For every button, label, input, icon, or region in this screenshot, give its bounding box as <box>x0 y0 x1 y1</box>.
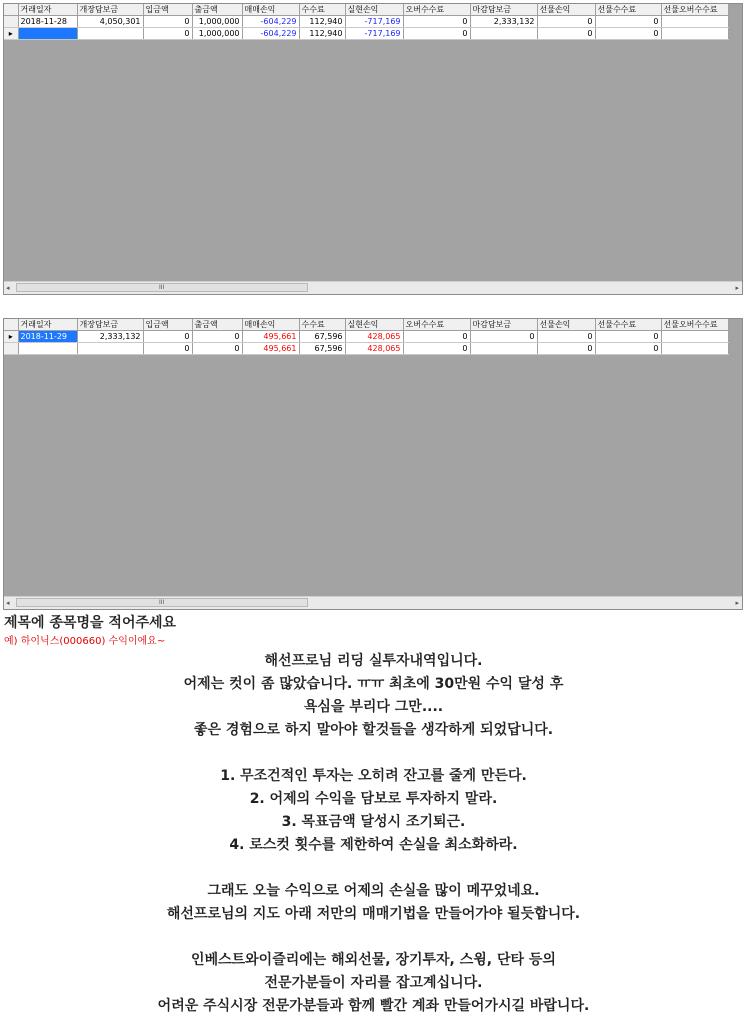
col-header-open-margin[interactable]: 개장담보금 <box>77 4 143 16</box>
table-row-total[interactable] <box>4 343 728 355</box>
cell-date[interactable]: 2018-11-28 <box>18 16 77 28</box>
post-line: 인베스트와이즐리에는 해외선물, 장기투자, 스윙, 단타 등의 <box>191 952 556 968</box>
post-line: 욕심을 부리다 그만.... <box>303 699 444 715</box>
trade-grid-1[interactable] <box>3 3 743 295</box>
scroll-grip: III <box>159 599 165 606</box>
col-header-close-margin[interactable]: 마감담보금 <box>470 319 537 331</box>
cell-withdrawal[interactable]: 0 <box>192 331 242 343</box>
cell-fee[interactable]: 67,596 <box>299 343 345 355</box>
col-header-fee[interactable]: 수수료 <box>299 319 345 331</box>
cell-close-margin[interactable]: 2,333,132 <box>470 16 537 28</box>
row-indicator-header <box>4 4 18 16</box>
post-line: 어제는 컷이 좀 많았습니다. ㅠㅠ 최초에 30만원 수익 달성 후 <box>183 676 564 692</box>
cell-date-selected[interactable]: 2018-11-29 <box>18 331 77 343</box>
cell-fut-fee[interactable]: 0 <box>595 16 661 28</box>
cell-close-margin[interactable]: 0 <box>470 331 537 343</box>
cell-fut-overnight[interactable] <box>661 331 728 343</box>
title-hint: 제목에 종목명을 적어주세요 <box>4 615 177 631</box>
cell-open-margin[interactable] <box>77 343 143 355</box>
col-header-fut-overnight[interactable]: 선물오버수수료 <box>661 319 728 331</box>
cell-fut-pnl[interactable]: 0 <box>537 16 595 28</box>
scroll-left-arrow-icon[interactable]: ◂ <box>6 284 10 292</box>
col-header-date[interactable]: 거래일자 <box>18 4 77 16</box>
row-indicator-arrow-icon[interactable]: ▸ <box>4 28 18 40</box>
cell-realized[interactable]: 428,065 <box>345 343 403 355</box>
post-line: 전문가분들이 자리를 잡고계십니다. <box>264 975 483 991</box>
cell-fut-fee[interactable]: 0 <box>595 331 661 343</box>
col-header-overnight-fee[interactable]: 오버수수료 <box>403 319 470 331</box>
cell-overnight-fee[interactable]: 0 <box>403 16 470 28</box>
post-blank-line <box>0 857 747 880</box>
cell-fut-pnl[interactable]: 0 <box>537 28 595 40</box>
scroll-right-arrow-icon[interactable]: ▸ <box>735 284 739 292</box>
example-hint: 예) 하이닉스(000660) 수익이에요~ <box>4 636 166 647</box>
col-header-overnight-fee[interactable]: 오버수수료 <box>403 4 470 16</box>
col-header-fut-overnight[interactable]: 선물오버수수료 <box>661 4 728 16</box>
col-header-realized[interactable]: 실현손익 <box>345 319 403 331</box>
post-line: 어려운 주식시장 전문가분들과 함께 빨간 계좌 만들어가시길 바랍니다. <box>157 998 590 1014</box>
row-indicator-header <box>4 319 18 331</box>
horizontal-scrollbar[interactable] <box>4 281 742 294</box>
horizontal-scrollbar[interactable] <box>4 596 742 609</box>
cell-realized[interactable]: -717,169 <box>345 28 403 40</box>
scroll-left-arrow-icon[interactable]: ◂ <box>6 599 10 607</box>
cell-overnight-fee[interactable]: 0 <box>403 28 470 40</box>
cell-fut-overnight[interactable] <box>661 28 728 40</box>
cell-deposit[interactable]: 0 <box>143 16 192 28</box>
scroll-grip: III <box>159 284 165 291</box>
cell-withdrawal[interactable]: 1,000,000 <box>192 28 242 40</box>
cell-open-margin[interactable]: 4,050,301 <box>77 16 143 28</box>
table-row[interactable] <box>4 331 728 343</box>
post-blank-line <box>0 742 747 765</box>
col-header-withdrawal[interactable]: 출금액 <box>192 319 242 331</box>
cell-fut-pnl[interactable]: 0 <box>537 343 595 355</box>
cell-fee[interactable]: 112,940 <box>299 28 345 40</box>
col-header-fut-pnl[interactable]: 선물손익 <box>537 4 595 16</box>
table-row[interactable] <box>4 16 728 28</box>
cell-fut-fee[interactable]: 0 <box>595 28 661 40</box>
col-header-deposit[interactable]: 입금액 <box>143 319 192 331</box>
cell-trade-pnl[interactable]: -604,229 <box>242 16 299 28</box>
row-indicator[interactable] <box>4 16 18 28</box>
cell-fee[interactable]: 67,596 <box>299 331 345 343</box>
cell-date[interactable] <box>18 343 77 355</box>
col-header-fut-pnl[interactable]: 선물손익 <box>537 319 595 331</box>
cell-trade-pnl[interactable]: 495,661 <box>242 343 299 355</box>
trade-table-2 <box>4 319 729 355</box>
post-line: 그래도 오늘 수익으로 어제의 손실을 많이 메꾸었네요. <box>207 883 540 899</box>
post-line: 4. 로스컷 횟수를 제한하여 손실을 최소화하라. <box>229 837 518 853</box>
col-header-withdrawal[interactable]: 출금액 <box>192 4 242 16</box>
trade-grid-2[interactable] <box>3 318 743 610</box>
col-header-open-margin[interactable]: 개장담보금 <box>77 319 143 331</box>
post-body <box>0 650 747 1018</box>
cell-date-selected[interactable] <box>18 28 77 40</box>
cell-fee[interactable]: 112,940 <box>299 16 345 28</box>
cell-fut-pnl[interactable]: 0 <box>537 331 595 343</box>
col-header-realized[interactable]: 실현손익 <box>345 4 403 16</box>
cell-trade-pnl[interactable]: -604,229 <box>242 28 299 40</box>
cell-open-margin[interactable] <box>77 28 143 40</box>
table-header-row <box>4 319 728 331</box>
cell-fut-overnight[interactable] <box>661 16 728 28</box>
cell-deposit[interactable]: 0 <box>143 343 192 355</box>
col-header-date[interactable]: 거래일자 <box>18 319 77 331</box>
post-blank-line <box>0 926 747 949</box>
cell-fut-overnight[interactable] <box>661 343 728 355</box>
row-indicator[interactable] <box>4 343 18 355</box>
post-line: 1. 무조건적인 투자는 오히려 잔고를 줄게 만든다. <box>220 768 527 784</box>
col-header-deposit[interactable]: 입금액 <box>143 4 192 16</box>
table-header-row <box>4 4 728 16</box>
cell-close-margin[interactable] <box>470 343 537 355</box>
post-line: 3. 목표금액 달성시 조기퇴근. <box>281 814 466 830</box>
cell-close-margin[interactable] <box>470 28 537 40</box>
col-header-trade-pnl[interactable]: 매매손익 <box>242 319 299 331</box>
col-header-fut-fee[interactable]: 선물수수료 <box>595 4 661 16</box>
cell-overnight-fee[interactable]: 0 <box>403 331 470 343</box>
post-line: 2. 어제의 수익을 담보로 투자하지 말라. <box>249 791 498 807</box>
cell-deposit[interactable]: 0 <box>143 28 192 40</box>
col-header-trade-pnl[interactable]: 매매손익 <box>242 4 299 16</box>
col-header-close-margin[interactable]: 마감담보금 <box>470 4 537 16</box>
scroll-right-arrow-icon[interactable]: ▸ <box>735 599 739 607</box>
cell-realized[interactable]: -717,169 <box>345 16 403 28</box>
scroll-thumb[interactable] <box>16 598 308 607</box>
cell-fut-fee[interactable]: 0 <box>595 343 661 355</box>
scroll-thumb[interactable] <box>16 283 308 292</box>
row-indicator-arrow-icon[interactable]: ▸ <box>4 331 18 343</box>
post-line: 좋은 경험으로 하지 말아야 할것들을 생각하게 되었답니다. <box>193 722 554 738</box>
cell-realized[interactable]: 428,065 <box>345 331 403 343</box>
cell-trade-pnl[interactable]: 495,661 <box>242 331 299 343</box>
cell-withdrawal[interactable]: 0 <box>192 343 242 355</box>
col-header-fee[interactable]: 수수료 <box>299 4 345 16</box>
col-header-fut-fee[interactable]: 선물수수료 <box>595 319 661 331</box>
cell-overnight-fee[interactable]: 0 <box>403 343 470 355</box>
post-line: 해선프로님의 지도 아래 저만의 매매기법을 만들어가야 될듯합니다. <box>166 906 581 922</box>
cell-deposit[interactable]: 0 <box>143 331 192 343</box>
trade-table-1 <box>4 4 729 40</box>
post-line: 해선프로님 리딩 실투자내역입니다. <box>264 653 483 669</box>
cell-withdrawal[interactable]: 1,000,000 <box>192 16 242 28</box>
table-row-total[interactable] <box>4 28 728 40</box>
cell-open-margin[interactable]: 2,333,132 <box>77 331 143 343</box>
